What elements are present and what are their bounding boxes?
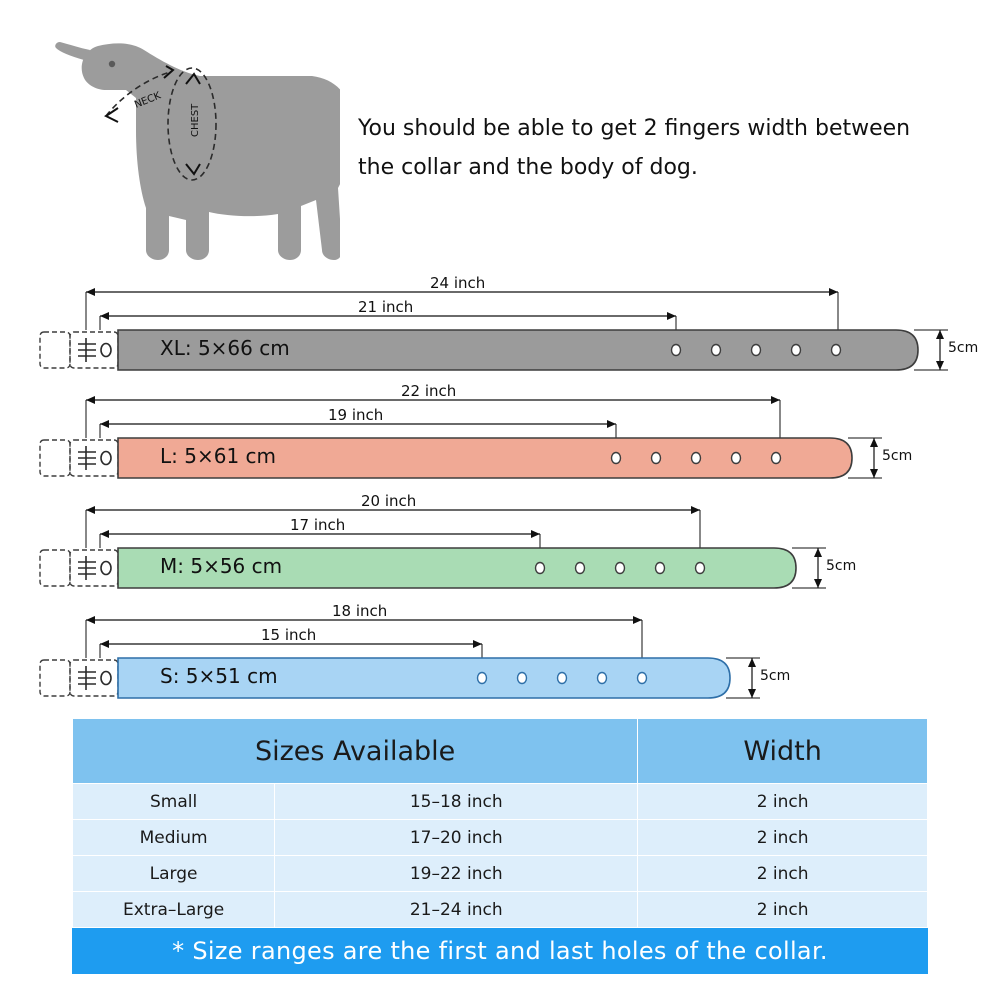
- cell-size-range: 21–24 inch: [275, 892, 638, 928]
- instruction-line-2: the collar and the body of dog.: [358, 154, 698, 180]
- collar-size-label-l: L: 5×61 cm: [160, 444, 277, 468]
- inner-measure-m: 17 inch: [290, 516, 346, 534]
- collar-buckle-xl: [40, 332, 118, 368]
- neck-label: NECK: [133, 90, 163, 111]
- dimension-height-s: [726, 658, 760, 698]
- cell-size-range: 19–22 inch: [275, 856, 638, 892]
- table-header-row: [73, 719, 928, 784]
- cell-size-width: 2 inch: [638, 892, 928, 928]
- height-label-l: 5cm: [882, 448, 913, 464]
- height-label-s: 5cm: [760, 668, 791, 684]
- collar-svg-xl: [0, 272, 1000, 392]
- height-label-xl: 5cm: [948, 340, 979, 356]
- inner-measure-l: 19 inch: [328, 406, 384, 424]
- height-label-m: 5cm: [826, 558, 857, 574]
- collar-buckle-m: [40, 550, 118, 586]
- outer-measure-xl: 24 inch: [430, 274, 486, 292]
- inner-measure-s: 15 inch: [261, 626, 317, 644]
- dimension-height-xl: [914, 330, 948, 370]
- cell-size-name: Small: [73, 784, 275, 820]
- outer-measure-s: 18 inch: [332, 602, 388, 620]
- cell-size-width: 2 inch: [638, 856, 928, 892]
- dimension-height-m: [792, 548, 826, 588]
- collar-row-l: [0, 380, 1000, 500]
- cell-size-name: Extra–Large: [73, 892, 275, 928]
- cell-size-name: Medium: [73, 820, 275, 856]
- cell-size-width: 2 inch: [638, 784, 928, 820]
- instruction-line-1: You should be able to get 2 fingers width between: [358, 116, 911, 141]
- footnote-banner: * Size ranges are the first and last holes of the collar.: [72, 928, 928, 974]
- table-row: [73, 892, 928, 928]
- collar-size-label-s: S: 5×51 cm: [160, 664, 278, 688]
- dog-figure-svg: [40, 12, 340, 267]
- dimension-height-l: [848, 438, 882, 478]
- collar-row-s: [0, 600, 1000, 720]
- collar-row-xl: [0, 272, 1000, 392]
- header-width: Width: [638, 719, 928, 784]
- collar-buckle-s: [40, 660, 118, 696]
- table-row: [73, 856, 928, 892]
- collar-size-label-m: M: 5×56 cm: [160, 554, 283, 578]
- cell-size-name: Large: [73, 856, 275, 892]
- table-row: [73, 820, 928, 856]
- collar-size-label-xl: XL: 5×66 cm: [160, 336, 290, 360]
- collar-svg-l: [0, 380, 1000, 500]
- collar-buckle-l: [40, 440, 118, 476]
- instruction-note: [358, 110, 968, 187]
- size-table: [72, 718, 928, 928]
- collar-svg-s: [0, 600, 1000, 720]
- chest-label: CHEST: [190, 103, 201, 137]
- table-row: [73, 784, 928, 820]
- collar-row-m: [0, 490, 1000, 610]
- inner-measure-xl: 21 inch: [358, 298, 414, 316]
- dog-measurement-illustration: [40, 12, 340, 267]
- collar-svg-m: [0, 490, 1000, 610]
- outer-measure-l: 22 inch: [401, 382, 457, 400]
- dog-body-shape: [55, 42, 340, 260]
- outer-measure-m: 20 inch: [361, 492, 417, 510]
- cell-size-width: 2 inch: [638, 820, 928, 856]
- cell-size-range: 17–20 inch: [275, 820, 638, 856]
- header-sizes-available: Sizes Available: [73, 719, 638, 784]
- cell-size-range: 15–18 inch: [275, 784, 638, 820]
